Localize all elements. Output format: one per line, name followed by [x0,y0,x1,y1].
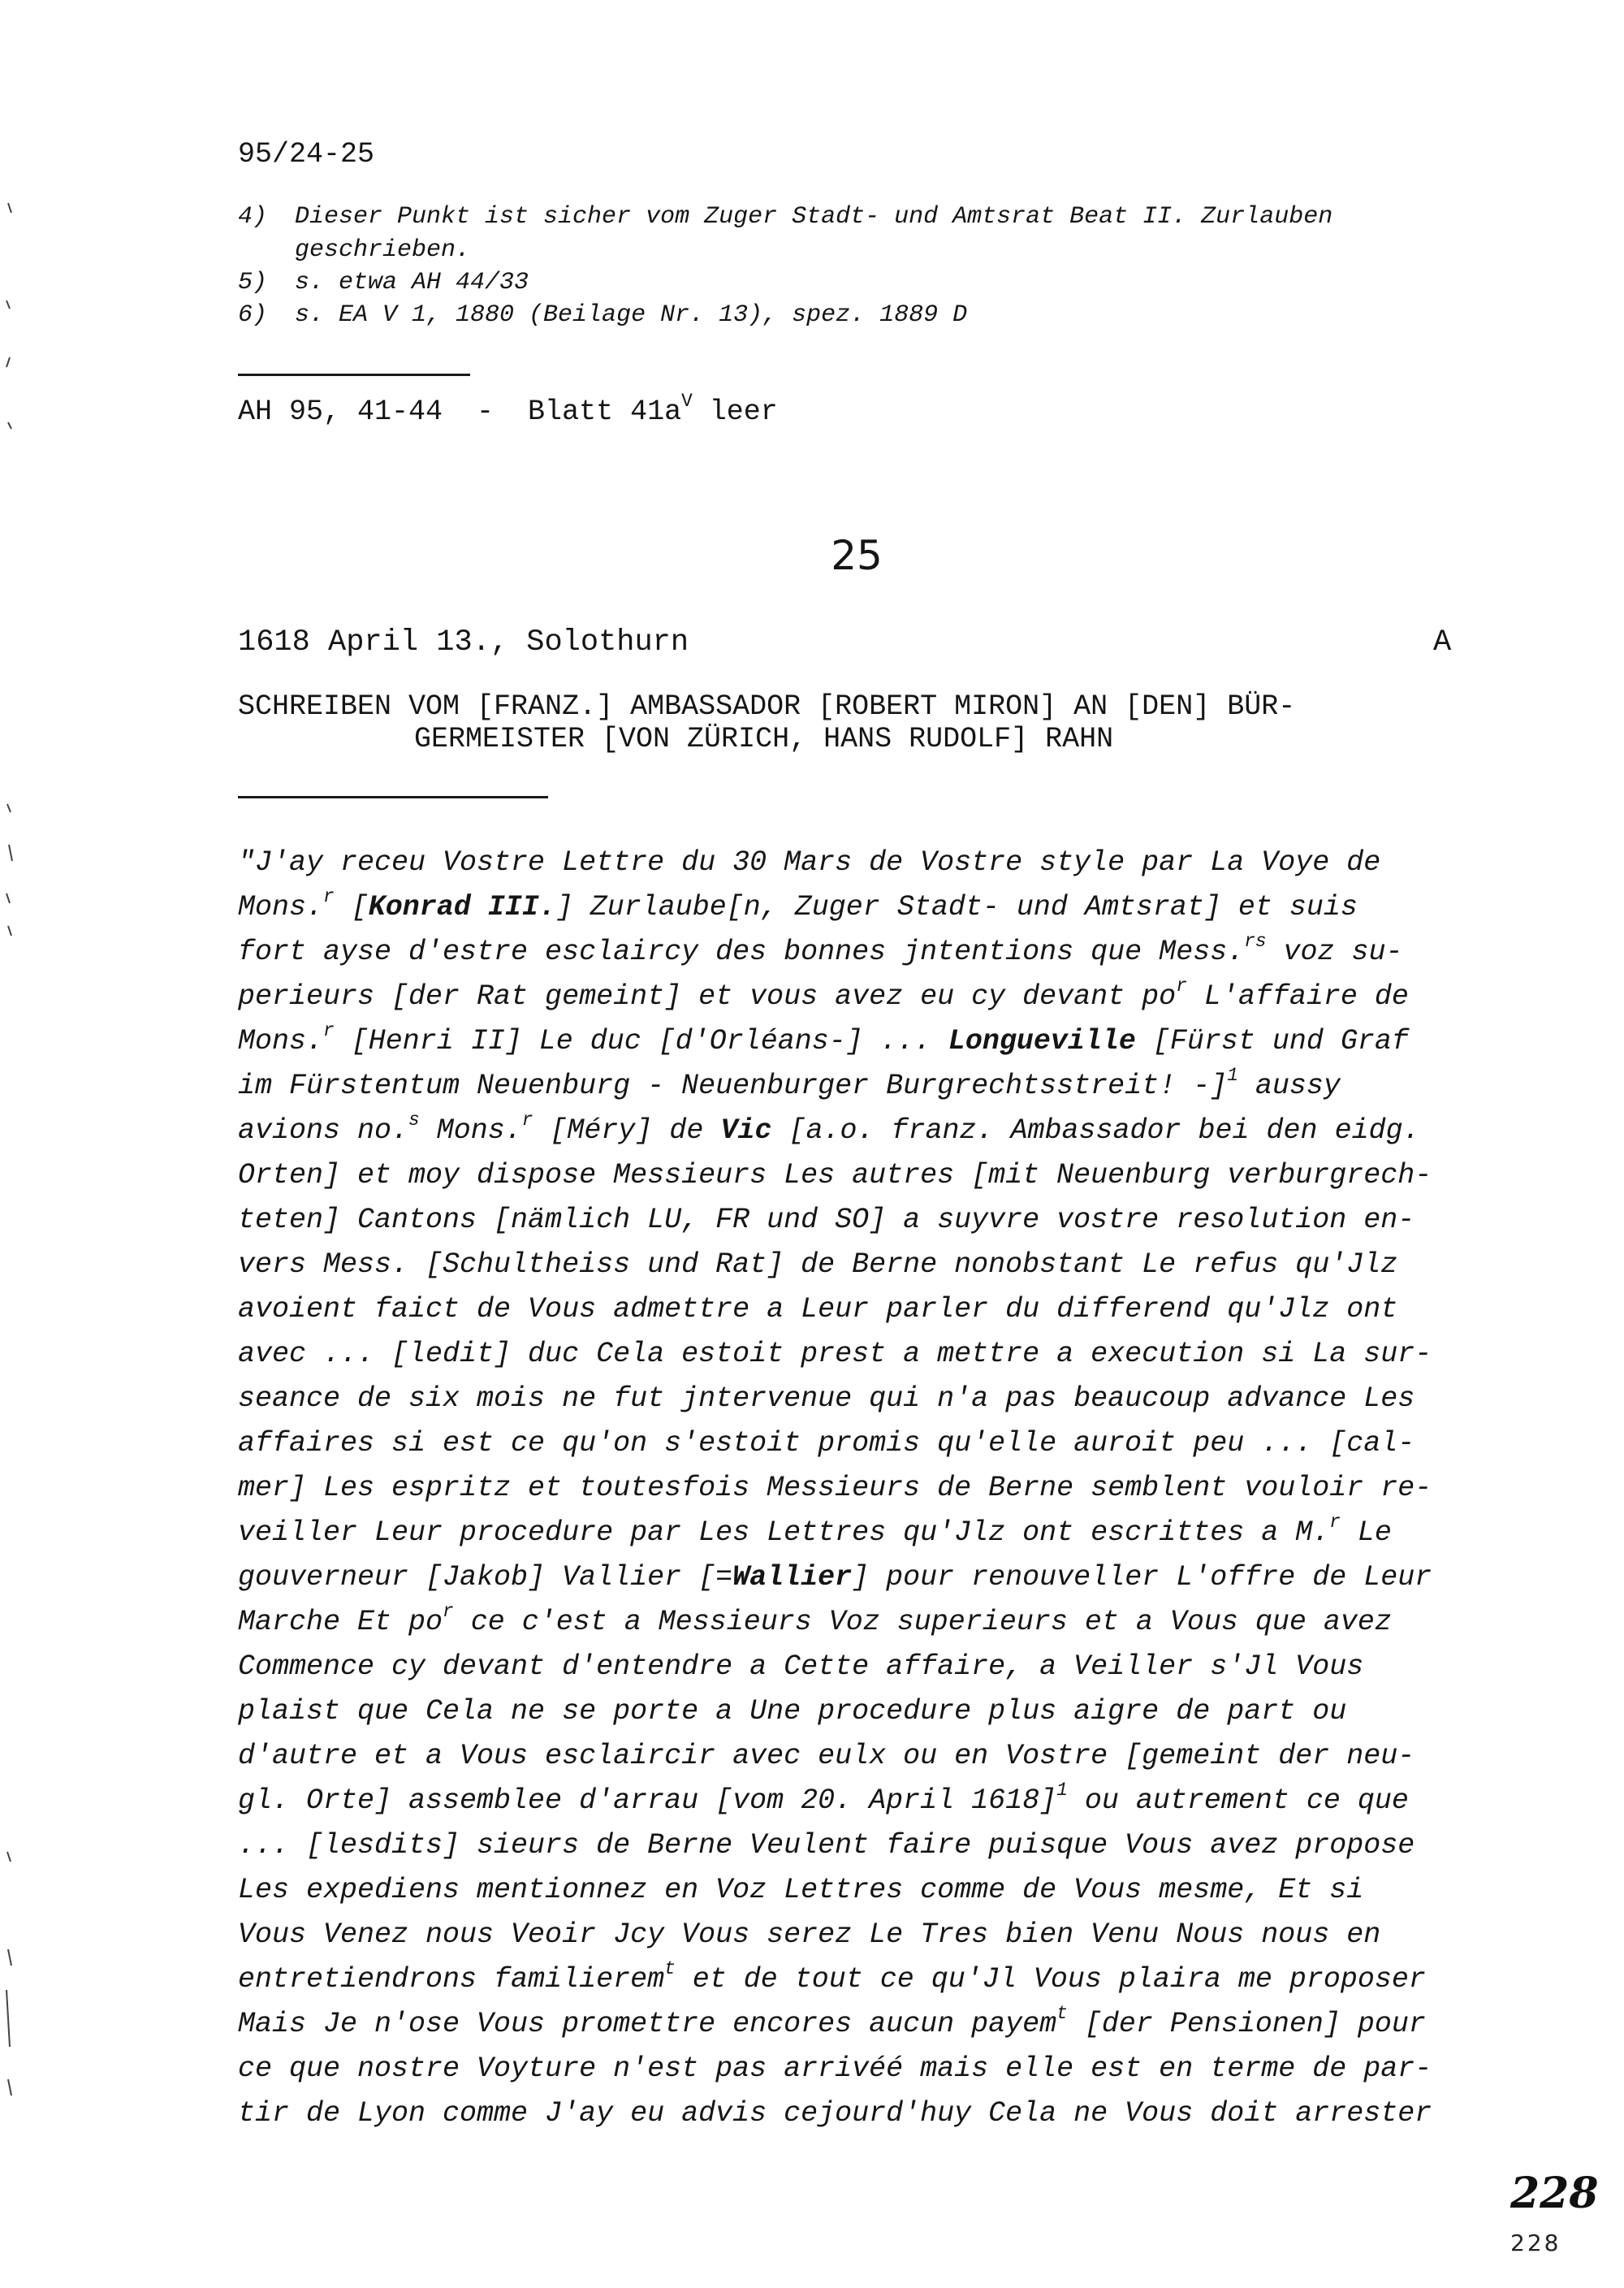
body-line [238,1153,1488,1198]
body-line [238,841,1488,885]
body-line [238,2091,1488,2136]
footnote-number: 4) [238,203,268,231]
body-text: Le [1340,1516,1392,1549]
body-text: d'autre et a Vous esclaircir avec eulx ou en Vostre [gemeint der neu- [238,1740,1415,1772]
body-text: et de tout ce qu'Jl Vous plaira me proposer [675,1963,1426,1996]
body-text: [der Pensionen] pour [1067,2008,1426,2040]
footnote-6 [238,301,967,329]
body-text: Orten] et moy dispose Messieurs Les autres [mit Neuenburg verburgrech- [238,1159,1432,1192]
body-line [238,975,1488,1019]
body-text: teten] Cantons [nämlich LU, FR und SO] a suyvre vostre resolution en- [238,1204,1415,1236]
page-number-handwritten: 228 [1510,2230,1561,2256]
body-text: fort ayse d'estre esclaircy des bonnes jntentions que Mess. [238,936,1245,968]
body-line [238,1019,1488,1064]
superscript: r [323,1019,335,1041]
body-text: veiller Leur procedure par Les Lettres qu'Jlz ont escrittes a M. [238,1516,1330,1549]
body-text: ce que nostre Voyture n'est pas arrivéé mais elle est en terme de par- [238,2052,1432,2085]
source-superscript: V [681,390,693,412]
superscript: r [521,1109,533,1131]
body-text: [ [334,891,369,923]
body-text: voz su- [1266,936,1403,968]
body-text: seance de six mois ne fut jntervenue qui n'a pas beaucoup advance Les [238,1382,1415,1415]
body-text: Les expediens mentionnez en Voz Lettres comme de Vous mesme, Et si [238,1874,1364,1906]
body-text: [Henri II] Le duc [d'Orléans-] ... [334,1025,948,1057]
body-text: L'affaire de [1186,980,1409,1013]
body-text: [Méry] de [533,1114,721,1147]
body-text: ou autrement ce que [1067,1784,1409,1817]
footnote-separator-rule [238,374,470,376]
bold-name: Wallier [732,1561,853,1594]
body-text: Mons. [238,891,324,923]
body-text: avoient faict de Vous admettre a Leur parler du differend qu'Jlz ont [238,1293,1398,1326]
body-text: Vous Venez nous Veoir Jcy Vous serez Le Tres bien Venu Nous nous en [238,1918,1381,1951]
bold-name: Konrad III. [368,891,556,923]
source-text: AH 95, 41-44 - Blatt 41a [238,396,682,428]
body-text: Marche Et po [238,1606,443,1638]
body-text: ] pour renouveller L'offre de Leur [852,1561,1432,1594]
footnote-4-continuation: geschrieben. [295,236,471,264]
footnote-5 [238,269,529,296]
body-line [238,1064,1488,1109]
body-text: Mais Je n'ose Vous promettre encores aucun payem [238,2008,1057,2040]
body-line [238,1868,1488,1913]
body-text: [a.o. franz. Ambassador bei den eidg. [771,1114,1420,1147]
body-line [238,1689,1488,1734]
date-place-line: 1618 April 13., Solothurn [238,625,689,660]
body-text: ] Zurlaube[n, Zuger Stadt- und Amtsrat] et suis [555,891,1358,923]
body-text: gl. Orte] assemblee d'arrau [vom 20. April 1618] [238,1784,1057,1817]
footnote-marker: 1 [1056,1779,1068,1801]
superscript: r [1176,975,1187,997]
body-text: gouverneur [Jakob] Vallier [= [238,1561,733,1594]
document-number: 25 [831,532,883,579]
body-text: affaires si est ce qu'on s'estoit promis qu'elle auroit peu ... [cal- [238,1427,1415,1460]
body-line [238,1243,1488,1287]
body-line [238,1287,1488,1332]
body-text: tir de Lyon comme J'ay eu advis cejourd'huy Cela ne Vous doit arrester [238,2097,1432,2130]
body-line [238,885,1488,930]
body-line [238,1377,1488,1421]
body-text: entretiendrons familierem [238,1963,665,1996]
body-line [238,1109,1488,1153]
superscript: r [443,1600,454,1622]
version-mark: A [1433,625,1452,660]
body-text: vers Mess. [Schultheiss und Rat] de Berne nonobstant Le refus qu'Jlz [238,1248,1398,1281]
footnote-text: s. EA V 1, 1880 (Beilage Nr. 13), spez. 1889 D [295,301,968,329]
footnote-text: s. etwa AH 44/33 [295,269,529,296]
body-line [238,1466,1488,1511]
superscript: rs [1244,930,1267,952]
body-line [238,1913,1488,1957]
superscript: r [323,885,335,907]
page-number-stamp: 228 [1510,2169,1599,2218]
body-line [238,1421,1488,1466]
body-text: im Fürstentum Neuenburg - Neuenburger Burgrechtsstreit! -] [238,1070,1228,1102]
body-line [238,1779,1488,1823]
source-suffix: leer [692,396,778,428]
body-line [238,1734,1488,1779]
source-reference-line [238,390,778,428]
scan-edge-marks [0,0,24,2288]
footnote-number: 6) [238,301,268,329]
body-text: ... [lesdits] sieurs de Berne Veulent faire puisque Vous avez propose [238,1829,1415,1862]
body-line [238,2047,1488,2091]
body-text: "J'ay receu Vostre Lettre du 30 Mars de Vostre style par La Voye de [238,846,1381,879]
body-text: avions no. [238,1114,409,1147]
body-text: Commence cy devant d'entendre a Cette affaire, a Veiller s'Jl Vous [238,1650,1364,1683]
footnote-4 [238,203,1332,231]
superscript: r [1329,1511,1341,1533]
bold-name: Vic [720,1114,772,1147]
body-text: perieurs [der Rat gemeint] et vous avez eu cy devant po [238,980,1177,1013]
footnote-marker: 1 [1227,1064,1238,1086]
body-line [238,1957,1488,2002]
body-line [238,1600,1488,1645]
body-text: ce c'est a Messieurs Voz superieurs et a Vous que avez [453,1606,1392,1638]
document-title-line-2: GERMEISTER [VON ZÜRICH, HANS RUDOLF] RAHN [414,723,1114,755]
superscript: t [1056,2002,1068,2024]
body-text: avec ... [ledit] duc Cela estoit prest a mettre a execution si La sur- [238,1338,1432,1370]
superscript: t [664,1957,676,1979]
body-line [238,1645,1488,1689]
body-line [238,1332,1488,1377]
body-text: Mons. [419,1114,522,1147]
body-text: mer] Les espritz et toutesfois Messieurs de Berne semblent vouloir re- [238,1472,1432,1504]
body-text: Mons. [238,1025,324,1057]
body-line [238,1198,1488,1243]
body-line [238,2002,1488,2047]
body-text: plaist que Cela ne se porte a Une procedure plus aigre de part ou [238,1695,1347,1728]
body-text: [Fürst und Graf [1135,1025,1409,1057]
title-separator-rule [238,796,548,798]
body-line [238,1555,1488,1600]
document-reference: 95/24-25 [238,138,375,171]
body-line [238,930,1488,975]
bold-name: Longueville [948,1025,1136,1057]
body-text: aussy [1237,1070,1341,1102]
footnote-number: 5) [238,269,268,296]
footnote-text: Dieser Punkt ist sicher vom Zuger Stadt- und Amtsrat Beat II. Zurlauben [295,203,1333,231]
body-line [238,1823,1488,1868]
body-line [238,1511,1488,1555]
letter-body [238,841,1488,2136]
superscript: s [408,1109,420,1131]
document-title-line-1: SCHREIBEN VOM [FRANZ.] AMBASSADOR [ROBERT MIRON] AN [DEN] BÜR- [238,690,1296,723]
